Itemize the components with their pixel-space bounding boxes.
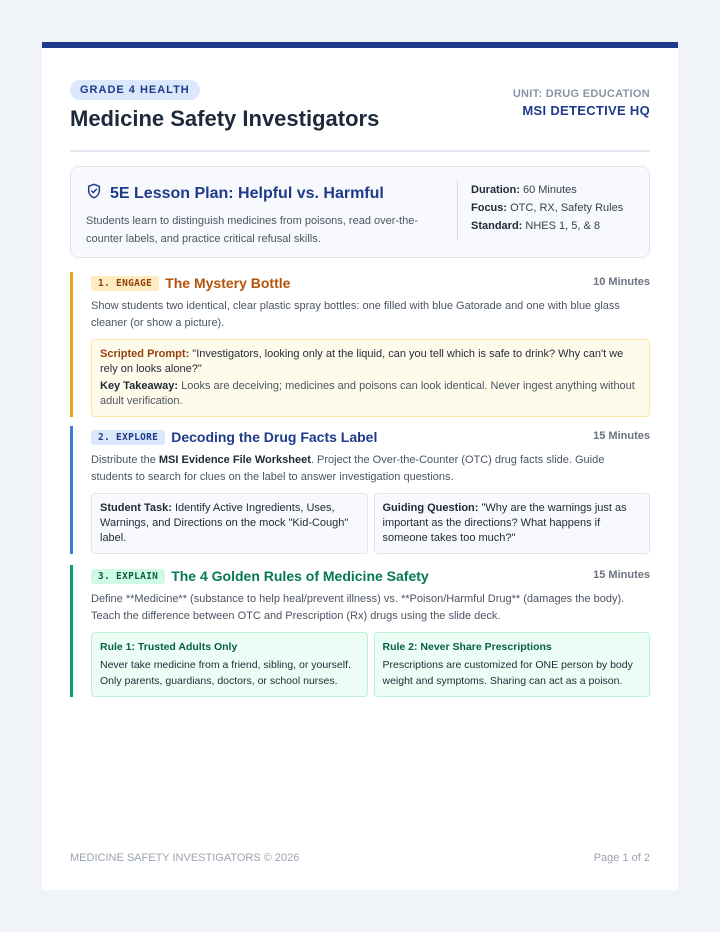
section-title: The Mystery Bottle xyxy=(165,275,291,291)
lesson-overview-card xyxy=(70,166,650,258)
rule-text: Never take medicine from a friend, sibling, or yourself. Only parents, guardians, doctors, or school nurses. xyxy=(100,659,351,687)
section-tag: 3. EXPLAIN xyxy=(91,569,165,584)
rule-card xyxy=(374,632,651,697)
rule-text: Prescriptions are customized for ONE person by body weight and symptoms. Sharing can act as a poison. xyxy=(382,659,633,687)
guiding-question-box: Guiding Question: "Why are the warnings just as important as the directions? What happens if someone takes too much?" xyxy=(374,493,651,554)
rule-title: Rule 2: Never Share Prescriptions xyxy=(382,641,552,653)
standard-row: Standard: NHES 1, 5, & 8 xyxy=(471,220,600,232)
rule-title: Rule 1: Trusted Adults Only xyxy=(100,641,238,653)
section-time: 15 Minutes xyxy=(593,569,650,581)
page-header xyxy=(70,80,650,152)
section-tag: 1. ENGAGE xyxy=(91,276,159,291)
overview-summary xyxy=(86,183,436,248)
duration-row: Duration: 60 Minutes xyxy=(471,184,577,196)
overview-title: 5E Lesson Plan: Helpful vs. Harmful xyxy=(110,184,384,202)
unit-label: UNIT: DRUG EDUCATION xyxy=(512,88,650,100)
focus-row: Focus: OTC, RX, Safety Rules xyxy=(471,202,624,214)
header-meta xyxy=(513,88,650,118)
section-description: Define **Medicine** (substance to help heal/prevent illness) vs. **Poison/Harmful Drug** (damages the body). Teach the difference between OTC and Prescription (Rx) drugs using the slide deck. xyxy=(91,593,625,622)
grade-badge: GRADE 4 HEALTH xyxy=(70,80,200,100)
page-title: Medicine Safety Investigators xyxy=(70,106,380,131)
lesson-plan-page xyxy=(42,42,678,890)
page-number: Page 1 of 2 xyxy=(593,852,650,864)
section-time: 10 Minutes xyxy=(593,276,650,288)
section-engage xyxy=(70,272,650,417)
section-tag: 2. EXPLORE xyxy=(91,430,165,445)
shield-check-icon xyxy=(86,183,102,204)
footer-copyright: MEDICINE SAFETY INVESTIGATORS © 2026 xyxy=(70,852,300,864)
scripted-prompt-callout: Scripted Prompt: "Investigators, looking only at the liquid, can you tell which is safe to drink? Why can't we rely on looks alone?" Key Takeaway: Looks are deceiving; medicines and poisons can look identical. Never ingest anything without adult verification. xyxy=(91,339,650,417)
section-description: Distribute the MSI Evidence File Worksheet. Project the Over-the-Counter (OTC) drug facts slide. Guide students to search for clues on the label to answer investigation questions. xyxy=(91,454,605,483)
section-explain xyxy=(70,565,650,697)
section-description: Show students two identical, clear plastic spray bottles: one filled with blue Gatorade and one with blue glass cleaner (or show a picture). xyxy=(91,300,620,329)
rule-card xyxy=(91,632,368,697)
section-title: Decoding the Drug Facts Label xyxy=(171,429,378,445)
page-footer xyxy=(70,852,650,864)
hq-label: MSI DETECTIVE HQ xyxy=(522,103,650,118)
student-task-box: Student Task: Identify Active Ingredients, Uses, Warnings, and Directions on the mock "Kid-Cough" label. xyxy=(91,493,368,554)
section-title: The 4 Golden Rules of Medicine Safety xyxy=(171,568,429,584)
section-explore xyxy=(70,426,650,554)
section-time: 15 Minutes xyxy=(593,430,650,442)
overview-details xyxy=(457,181,623,241)
overview-description: Students learn to distinguish medicines from poisons, read over-the-counter labels, and practice critical refusal skills. xyxy=(86,215,419,245)
